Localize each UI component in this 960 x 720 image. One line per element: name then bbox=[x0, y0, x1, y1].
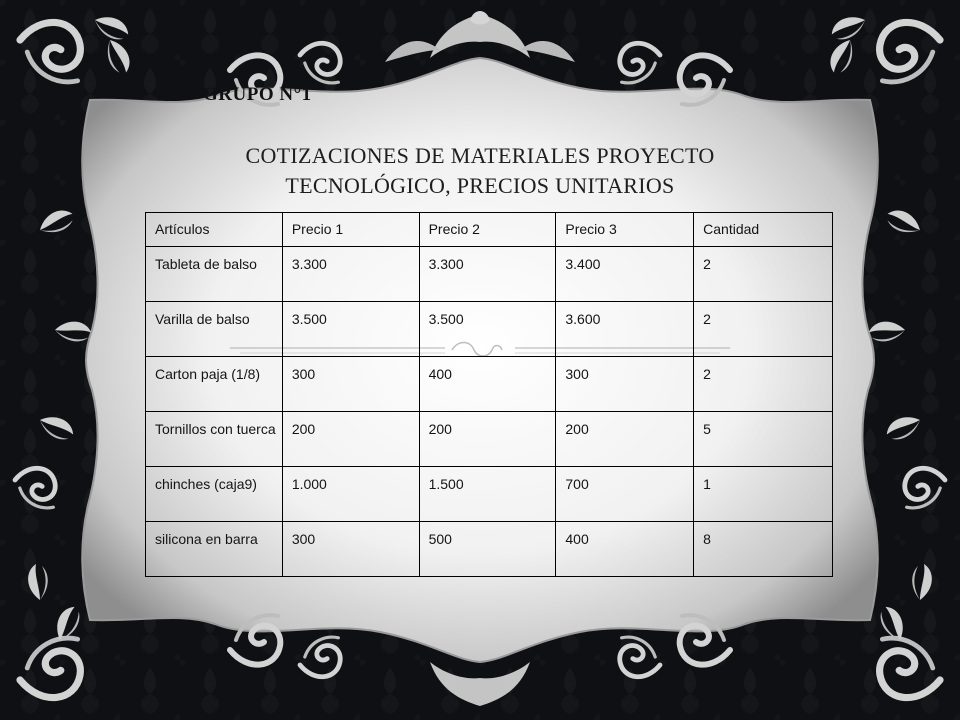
corner-ornament-top-left bbox=[20, 10, 133, 82]
cell-precio-2: 1.500 bbox=[419, 467, 556, 522]
slide-title-line-2: TECNOLÓGICO, PRECIOS UNITARIOS bbox=[285, 173, 675, 198]
cell-precio-2: 400 bbox=[419, 357, 556, 412]
header-cantidad: Cantidad bbox=[694, 213, 833, 247]
right-side-ornament bbox=[867, 207, 945, 508]
cell-articulo: silicona en barra bbox=[146, 522, 283, 577]
cell-precio-1: 1.000 bbox=[282, 467, 419, 522]
cell-articulo: Carton paja (1/8) bbox=[146, 357, 283, 412]
table-row bbox=[146, 467, 833, 522]
cell-precio-3: 700 bbox=[556, 467, 694, 522]
cell-cantidad: 2 bbox=[694, 302, 833, 357]
slide-title bbox=[150, 141, 810, 201]
cell-articulo: chinches (caja9) bbox=[146, 467, 283, 522]
table-row bbox=[146, 247, 833, 302]
table-row bbox=[146, 302, 833, 357]
cell-precio-1: 300 bbox=[282, 357, 419, 412]
header-precio-1: Precio 1 bbox=[282, 213, 419, 247]
corner-ornament-top-right bbox=[827, 10, 940, 82]
header-precio-2: Precio 2 bbox=[419, 213, 556, 247]
table-row bbox=[146, 412, 833, 467]
corner-ornament-bottom-left bbox=[20, 564, 85, 698]
table-row bbox=[146, 357, 833, 412]
cell-precio-2: 500 bbox=[419, 522, 556, 577]
cell-precio-2: 3.300 bbox=[419, 247, 556, 302]
header-articulos: Artículos bbox=[146, 213, 283, 247]
cell-cantidad: 2 bbox=[694, 357, 833, 412]
cell-cantidad: 8 bbox=[694, 522, 833, 577]
group-title: GRUPO N°1 bbox=[203, 84, 312, 105]
cell-precio-1: 3.300 bbox=[282, 247, 419, 302]
cell-precio-1: 3.500 bbox=[282, 302, 419, 357]
cell-precio-3: 400 bbox=[556, 522, 694, 577]
cell-precio-1: 200 bbox=[282, 412, 419, 467]
cell-precio-1: 300 bbox=[282, 522, 419, 577]
cell-precio-3: 300 bbox=[556, 357, 694, 412]
cell-articulo: Varilla de balso bbox=[146, 302, 283, 357]
bottom-crown-ornament bbox=[430, 662, 530, 706]
slide-title-line-1: COTIZACIONES DE MATERIALES PROYECTO bbox=[245, 143, 715, 168]
cell-cantidad: 2 bbox=[694, 247, 833, 302]
cell-precio-3: 3.600 bbox=[556, 302, 694, 357]
cell-cantidad: 5 bbox=[694, 412, 833, 467]
cell-precio-3: 200 bbox=[556, 412, 694, 467]
corner-ornament-bottom-right bbox=[875, 564, 940, 698]
table-header-row bbox=[146, 213, 833, 247]
top-crown-ornament bbox=[385, 11, 575, 62]
price-quotes-table bbox=[145, 212, 833, 577]
cell-articulo: Tornillos con tuerca bbox=[146, 412, 283, 467]
cell-articulo: Tableta de balso bbox=[146, 247, 283, 302]
cell-cantidad: 1 bbox=[694, 467, 833, 522]
cell-precio-2: 200 bbox=[419, 412, 556, 467]
header-precio-3: Precio 3 bbox=[556, 213, 694, 247]
cell-precio-3: 3.400 bbox=[556, 247, 694, 302]
cell-precio-2: 3.500 bbox=[419, 302, 556, 357]
table-row bbox=[146, 522, 833, 577]
left-side-ornament bbox=[15, 207, 93, 508]
